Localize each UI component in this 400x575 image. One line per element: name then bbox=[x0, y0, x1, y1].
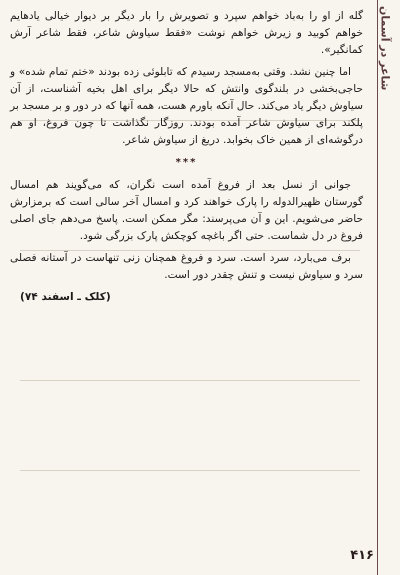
body-text bbox=[10, 8, 363, 306]
section-separator: *** bbox=[175, 157, 198, 168]
margin-rule bbox=[377, 0, 378, 575]
paragraph: گله از او را به‌باد خواهم سپرد و تصویرش را بار دیگر بر دیوار خیالی یادهایم خواهم کوبید و زیرش خواهم نوشت «فقط سیاوش شاعر، فقط شاعر آرش کمانگیر». bbox=[10, 10, 363, 56]
running-head-text: شاعر در آسمان bbox=[378, 6, 392, 91]
paragraph: برف می‌بارد، سرد است. سرد و فروغ همچنان زنی تنهاست در آستانه فصلی سرد و سیاوش نیست و تنش چقدر دور است. bbox=[10, 252, 363, 281]
paragraph: جوانی از نسل بعد از فروغ آمده است نگران، که می‌گویند هم امسال گورستان ظهیرالدوله را پارک خواهند کرد و امسال آخر سالی است که برمزارش حاضر می‌شویم. این و آن می‌پرسند: مگر ممکن است. پاسخ می‌دهم جای اصلی فروغ در دل شماست. حتی اگر باغچه کوچکش پارک بزرگی شود. bbox=[10, 179, 363, 242]
paragraph: اما چنین نشد. وقتی به‌مسجد رسیدم که تابلوئی زده بودند «ختم تمام شده» و حاجی‌بخشی در بلندگوی وانتش که حالا دیگر برای اهل بخیه آشناست، از آن سیاوش دیگر یاد می‌کند. حال آنکه باورم هست، همه آنها که در دور و بر مسجد بر پلکند برای سیاوش شاعر آمده بودند. روزگار نگذاشت تا چون فروغ، او هم درگوشه‌ای از همین خاک بخوابد. دریغ از سیاوش شاعر. bbox=[9, 66, 363, 146]
show-through-line bbox=[20, 470, 360, 471]
page-number: ۴۱۶ bbox=[350, 548, 374, 563]
source-citation: (کلک ـ اسفند ۷۴) bbox=[20, 291, 111, 303]
show-through-line bbox=[20, 380, 360, 381]
